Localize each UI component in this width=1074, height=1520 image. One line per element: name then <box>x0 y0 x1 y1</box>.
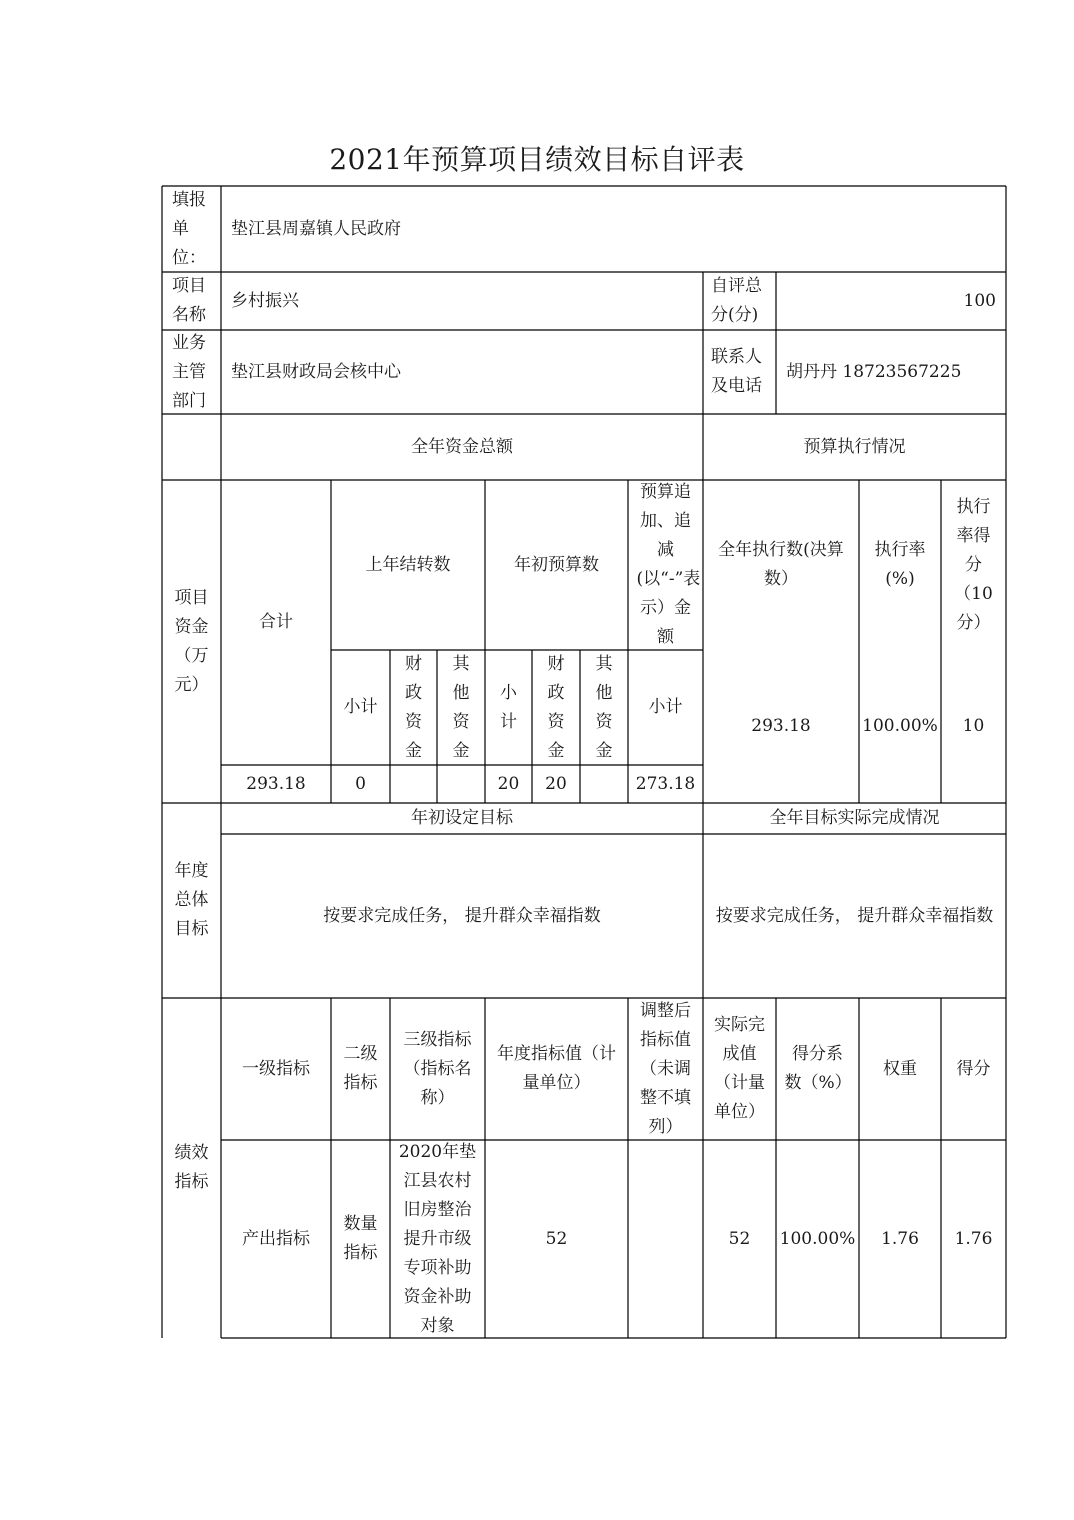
carry-other-header: 其他资金 <box>452 653 470 761</box>
ind-header-adjusted: 调整后指标值（未调整不填列） <box>640 1000 691 1137</box>
funds-section-label: 项目资金（万元） <box>174 587 209 695</box>
ind-header-target: 年度指标值（计量单位） <box>497 1044 616 1093</box>
carry-subtotal-header: 小计 <box>343 697 378 717</box>
ind-header-level3: 三级指标（指标名称） <box>403 1029 472 1108</box>
ind-header-level2: 二级指标 <box>343 1044 378 1093</box>
val-rate: 100.00% <box>862 716 938 736</box>
project-name-label: 项目名称 <box>172 276 206 325</box>
col-initial-header: 年初预算数 <box>514 554 599 575</box>
table-row-score: 1.76 <box>954 1228 993 1249</box>
col-total-header: 合计 <box>259 612 293 632</box>
table-row-level2: 数量指标 <box>343 1214 378 1263</box>
val-exec: 293.18 <box>751 716 811 736</box>
indicators-label: 绩效指标 <box>174 1143 209 1192</box>
init-other-header: 其他资金 <box>595 653 613 761</box>
unit-label: 填报单位： <box>172 189 206 268</box>
table-row-weight: 1.76 <box>881 1228 919 1249</box>
self-score-label: 自评总分(分) <box>711 276 762 325</box>
ind-header-level1: 一级指标 <box>242 1058 310 1079</box>
total-funds-header: 全年资金总额 <box>411 436 513 457</box>
col-rate-score-header: 执行率得分（10分） <box>954 496 993 633</box>
ind-header-score: 得分 <box>956 1058 991 1079</box>
table-row-adjusted <box>628 1140 703 1338</box>
dept-label: 业务主管部门 <box>172 332 206 411</box>
goal-actual-header: 全年目标实际完成情况 <box>769 808 940 828</box>
init-subtotal-header: 小计 <box>500 682 517 732</box>
table-row-level3: 2020年垫江县农村旧房整治提升市级专项补助资金补助对象 <box>398 1141 477 1336</box>
project-name-value: 乡村振兴 <box>231 290 299 311</box>
ind-header-coef: 得分系数（%） <box>784 1044 852 1093</box>
val-carry-other <box>437 765 485 803</box>
table-row-target: 52 <box>545 1228 568 1249</box>
val-adjust: 273.18 <box>635 773 696 794</box>
val-total: 293.18 <box>246 773 306 794</box>
col-exec-header: 全年执行数(决算数） <box>718 540 844 589</box>
budget-exec-header: 预算执行情况 <box>803 436 906 457</box>
goal-actual-value: 按要求完成任务， 提升群众幸福指数 <box>715 905 994 926</box>
ind-header-weight: 权重 <box>883 1058 917 1079</box>
contact-label: 联系人及电话 <box>711 347 762 396</box>
dept-value: 垫江县财政局会核中心 <box>231 361 401 382</box>
goal-set-value: 按要求完成任务， 提升群众幸福指数 <box>323 905 601 926</box>
table-row-coef: 100.00% <box>779 1228 856 1249</box>
goal-set-header: 年初设定目标 <box>411 808 513 828</box>
table-row-level1: 产出指标 <box>242 1228 310 1249</box>
annual-goal-label: 年度总体目标 <box>174 861 209 939</box>
init-fiscal-header: 财政资金 <box>547 653 565 761</box>
val-rate-score: 10 <box>962 716 985 736</box>
col-rate-header: 执行率(%) <box>874 540 926 589</box>
self-score-value: 100 <box>963 290 996 311</box>
adjust-subtotal-header: 小计 <box>648 697 683 717</box>
val-init-other <box>580 765 628 803</box>
page-title: 2021年预算项目绩效目标自评表 <box>329 143 745 176</box>
table-row-actual: 52 <box>728 1228 751 1249</box>
carry-fiscal-header: 财政资金 <box>405 653 422 761</box>
col-adjust-header: 预算追加、追减(以“-”表示）金额 <box>636 482 701 647</box>
val-carry-subtotal: 0 <box>355 773 366 794</box>
ind-header-actual: 实际完成值（计量单位） <box>714 1015 765 1122</box>
col-carryover-header: 上年结转数 <box>365 554 451 575</box>
contact-value: 胡丹丹 18723567225 <box>786 361 962 382</box>
val-carry-fiscal <box>390 765 437 803</box>
unit-value: 垫江县周嘉镇人民政府 <box>231 218 401 239</box>
val-init-fiscal: 20 <box>545 773 567 794</box>
val-init-subtotal: 20 <box>497 773 520 794</box>
